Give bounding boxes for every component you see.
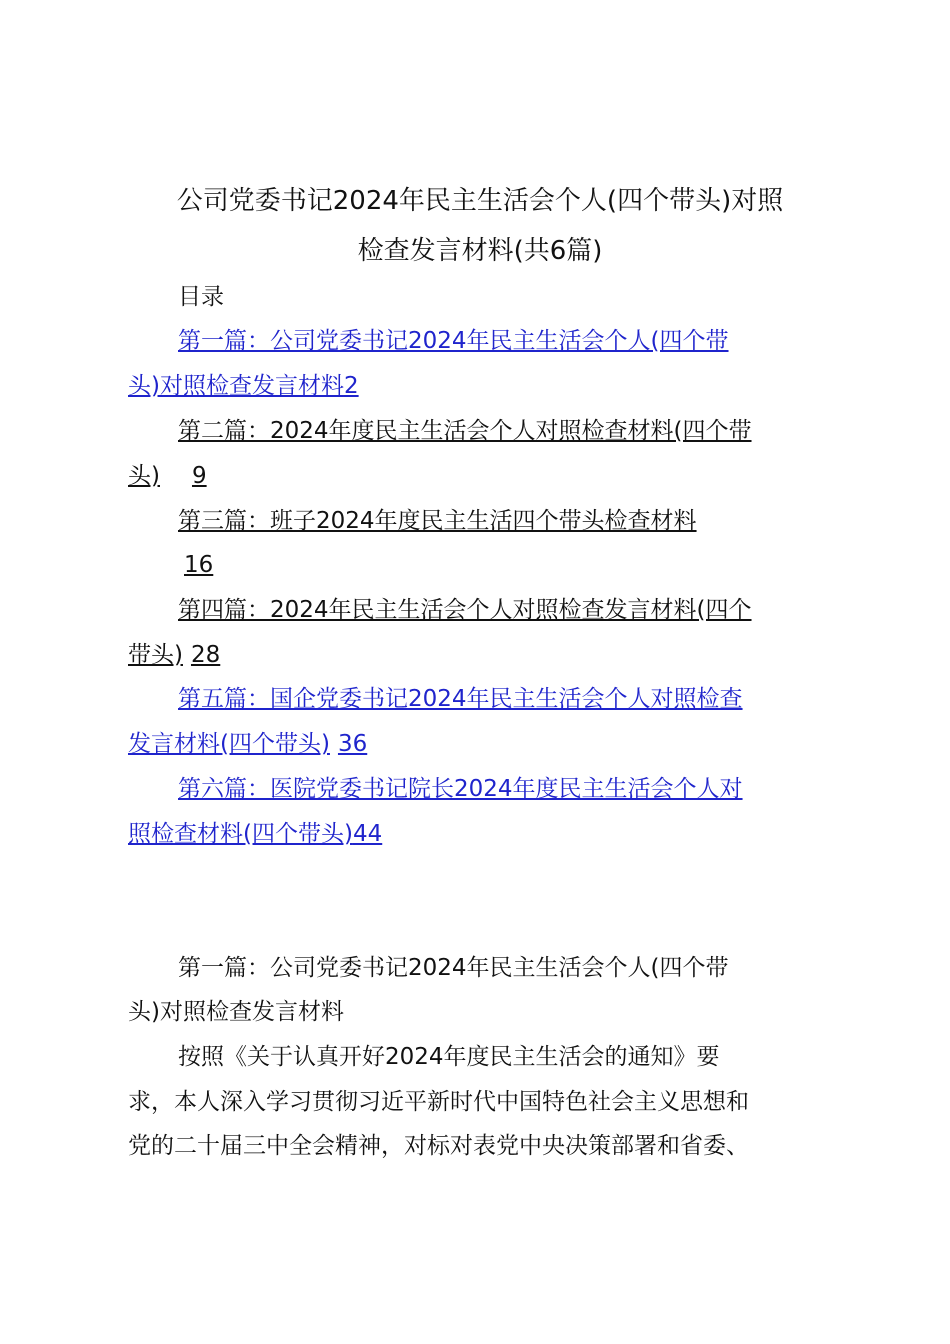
section-heading-line-2: 头)对照检查发言材料 (128, 999, 344, 1025)
toc-item-5-line-1[interactable]: 第五篇：国企党委书记2024年民主生活会个人对照检查 (178, 686, 743, 712)
toc-item-4-title[interactable]: 带头) (128, 642, 183, 668)
document-title (120, 176, 840, 276)
body-line-2: 求，本人深入学习贯彻习近平新时代中国特色社会主义思想和 (128, 1089, 749, 1115)
body-line-3: 党的二十届三中全会精神，对标对表党中央决策部署和省委、 (128, 1133, 749, 1159)
toc-item-6-title[interactable]: 照检查材料(四个带头) (128, 821, 353, 847)
toc-heading: 目录 (178, 284, 224, 310)
body-line-1: 按照《关于认真开好2024年度民主生活会的通知》要 (178, 1044, 720, 1070)
toc-item-6-line-2[interactable] (128, 819, 828, 849)
toc-item-4-line-2[interactable] (128, 640, 828, 670)
toc-item-5-page[interactable]: 36 (337, 731, 368, 757)
toc-item-1-title[interactable]: 头)对照检查发言材料 (128, 373, 344, 399)
toc-item-2-line-1[interactable]: 第二篇：2024年度民主生活会个人对照检查材料(四个带 (178, 418, 752, 444)
toc-item-3-line-1[interactable]: 第三篇：班子2024年度民主生活四个带头检查材料 (178, 508, 697, 534)
toc-item-2-page[interactable]: 9 (191, 463, 207, 489)
toc-item-6-page[interactable]: 44 (352, 821, 383, 847)
toc-item-1-page[interactable]: 2 (343, 373, 359, 399)
toc-item-3-page[interactable]: 16 (184, 552, 214, 578)
toc-item-2-title[interactable]: 头) (128, 463, 160, 489)
toc-item-1-line-2[interactable] (128, 371, 828, 401)
toc-item-5-title[interactable]: 发言材料(四个带头) (128, 731, 330, 757)
title-line-2: 检查发言材料(共6篇) (357, 236, 603, 266)
toc-item-2-line-2[interactable] (128, 461, 828, 491)
toc-item-5-line-2[interactable] (128, 729, 828, 759)
toc-item-1-line-1[interactable]: 第一篇：公司党委书记2024年民主生活会个人(四个带 (178, 328, 729, 354)
toc-item-6-line-1[interactable]: 第六篇：医院党委书记院长2024年度民主生活会个人对 (178, 776, 743, 802)
toc-item-4-line-1[interactable]: 第四篇：2024年民主生活会个人对照检查发言材料(四个 (178, 597, 752, 623)
title-line-1: 公司党委书记2024年民主生活会个人(四个带头)对照 (176, 186, 784, 216)
toc-item-4-page[interactable]: 28 (190, 642, 221, 668)
toc-item-3-line-2[interactable] (128, 550, 828, 580)
section-heading-line-1: 第一篇：公司党委书记2024年民主生活会个人(四个带 (178, 955, 729, 981)
